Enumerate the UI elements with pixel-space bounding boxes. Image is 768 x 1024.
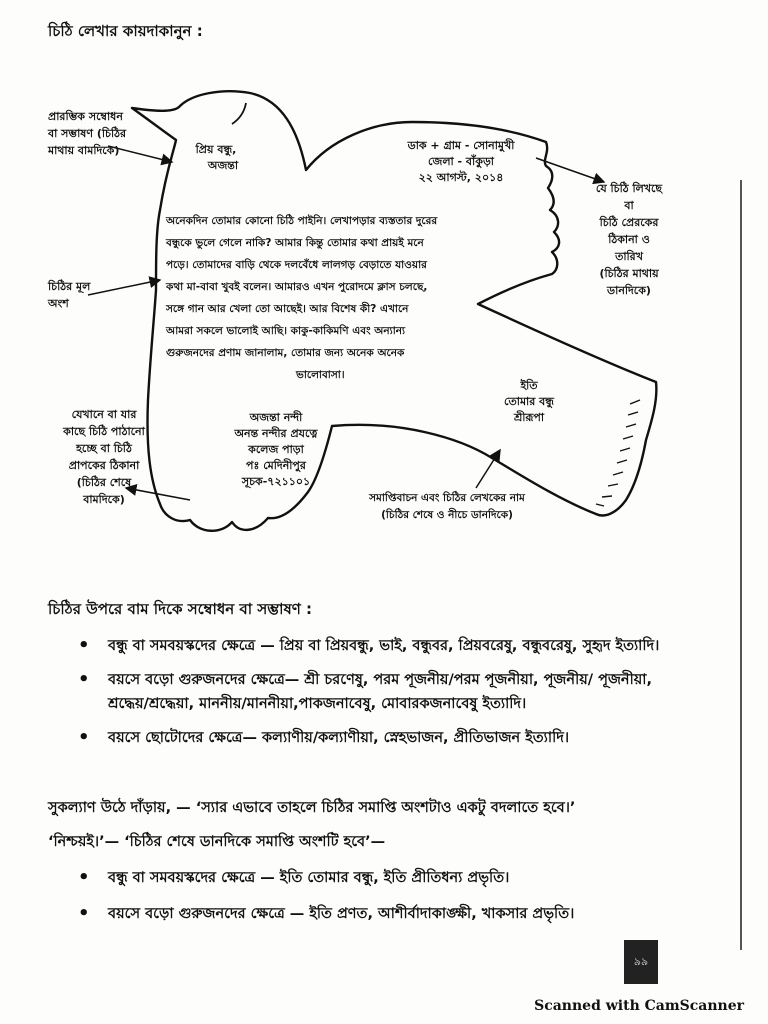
list-item: • বয়সে বড়ো গুরুজনদের ক্ষেত্রে— শ্রী চরণেষু, পরম পূজনীয়/পরম পূজনীয়া, পূজনীয়/ পূজনীয়া, শ্রদ্ধেয়/শ্রদ্ধেয়া, মাননীয়/মাননীয়া,পাকজনাবেষু, মোবারকজনাবেষু ইত্যাদি। [70, 668, 690, 716]
page-edge-shadow [740, 180, 748, 950]
arrow-main-part [88, 280, 160, 295]
recipient-note: যেখানে বা যার কাছে চিঠি পাঠানো হচ্ছে বা চিঠি প্রাপকের ঠিকানা (চিঠির শেষে বামদিকে) [63, 408, 145, 506]
letter-recipient-address: অজন্তা নন্দী অনন্ত নন্দীর প্রযত্নে কলেজ পাড়া পঃ মেদিনীপুর সূচক-৭২১১০১ [234, 411, 318, 488]
section-heading: চিঠির উপরে বাম দিকে সম্বোধন বা সম্ভাষণ : [48, 600, 313, 618]
page-title: চিঠি লেখার কায়দাকানুন : [48, 22, 203, 40]
scanner-watermark: Scanned with CamScanner [534, 998, 744, 1014]
page-number: ৯৯ [624, 940, 658, 984]
dialogue-line-1: সুকল্যাণ উঠে দাঁড়ায়, — ‘স্যার এভাবে তাহলে চিঠির সমাপ্তি অংশটাও একটু বদলাতে হবে।’ [48, 800, 576, 816]
letter-sender-address: ডাক + গ্রাম - সোনামুখী জেলা - বাঁকুড়া ২২ আগস্ট, ২০১৪ [407, 139, 515, 184]
dialogue-line-2: ‘নিশ্চয়ই।’— ‘চিঠির শেষে ডানদিকে সমাপ্তি অংশটি হবে’— [48, 834, 386, 850]
salutation-note: প্রারম্ভিক সম্বোধন বা সম্ভাষণ (চিঠির মাথায় বামদিকে) [48, 110, 127, 157]
list-item: • বন্ধু বা সমবয়স্কদের ক্ষেত্রে — প্রিয় বা প্রিয়বন্ধু, ভাই, বন্ধুবর, প্রিয়বরেষু, বন্ধুবরেষু, সুহৃদ ইত্যাদি। [70, 634, 690, 658]
main-part-note: চিঠির মূল অংশ [48, 280, 91, 310]
list-item: • বন্ধু বা সমবয়স্কদের ক্ষেত্রে — ইতি তোমার বন্ধু, ইতি প্রীতিধন্য প্রভৃতি। [70, 866, 690, 890]
tail-feather-ticks [596, 400, 640, 506]
arrow-sender [536, 158, 604, 182]
closing-list [70, 866, 690, 926]
letter-salutation: প্রিয় বন্ধু, অজন্তা [195, 143, 239, 172]
salutation-list [70, 634, 690, 750]
list-item: • বয়সে ছোটোদের ক্ষেত্রে— কল্যাণীয়/কল্যাণীয়া, স্নেহভাজন, প্রীতিভাজন ইত্যাদি। [70, 726, 690, 750]
list-item: • বয়সে বড়ো গুরুজনদের ক্ষেত্রে — ইতি প্রণত, আশীর্বাদাকাঙ্ক্ষী, খাকসার প্রভৃতি। [70, 902, 690, 926]
closing-note: সমাপ্তিবাচন এবং চিঠির লেখকের নাম (চিঠির শেষে ও নীচে ডানদিকে) [369, 492, 525, 521]
letter-closing: ইতি তোমার বন্ধু শ্রীরূপা [504, 379, 554, 424]
letter-body: অনেকদিন তোমার কোনো চিঠি পাইনি। লেখাপড়ার ব্যস্ততার দুরের বন্ধুকে ভুলে গেলে নাকি? আমার কিন্তু তোমার কথা প্রায়ই মনে পড়ে। তোমাদের বাড়ি থেকে দলবেঁধে লালগড় বেড়াতে যাওয়ার কথা মা-বাবা খুবই বলেন। আমারও এখন পুরোদমে ক্লাস চলছে, সঙ্গে গান আর খেলা তো আছেই। আর বিশেষ কী? এখানে আমরা সকলে ভালোই আছি। কাকু-কাকিমণি এবং অন্যান্য গুরুজনদের প্রণাম জানালাম, তোমার জন্য অনেক অনেক ভালোবাসা। [166, 215, 438, 381]
sender-note: যে চিঠি লিখছে বা চিঠি প্রেরকের ঠিকানা ও তারিখ (চিঠির মাথায় ডানদিকে) [595, 182, 663, 297]
